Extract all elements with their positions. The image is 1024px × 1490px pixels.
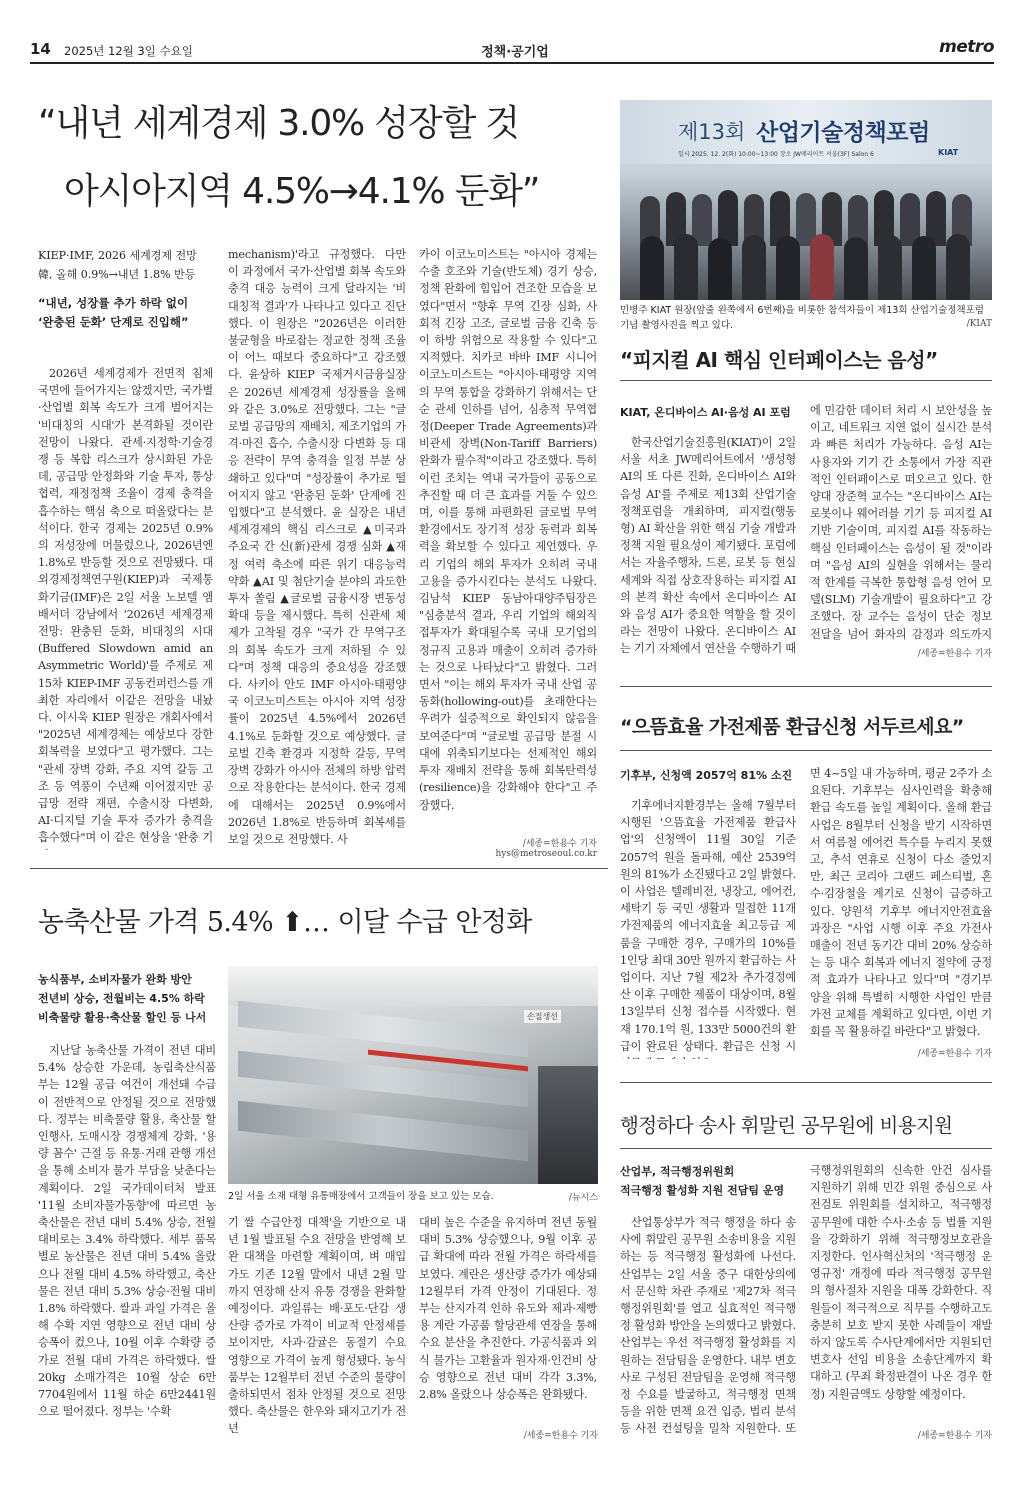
article2-col2 bbox=[810, 402, 992, 642]
article4-sub3: 비축물량 활용·축산물 할인 등 나서 bbox=[38, 1011, 207, 1024]
article5-head-rule bbox=[620, 1148, 992, 1149]
article4-col2-text: 기 쌀 수급안정 대책'을 기반으로 내년 1월 발표될 수요 전망을 반영해 보완 대책을 마련할 계획이며, 벼 매입 가도 기존 12월 말에서 내년 2월 말까지 연장해 산지 유통 경쟁을 완화할 예정이다. 과일류는 배·포도·단감 생산량 증가로 가격이 비교적 안정세를 보이지만, 사과·감귤은 동절기 수요 영향으로 가격이 높게 형성됐다. 농식품부는 12월부터 전년 수준의 물량이 출하되면서 점차 안정될 것으로 전망했다. 축산물은 한우와 돼지고기가 전년 bbox=[228, 1216, 406, 1436]
article5-credit: /세종=한용수 기자 bbox=[917, 1431, 992, 1441]
article1-sub2: 韓, 올해 0.9%→내년 1.8% 반등 bbox=[38, 268, 196, 281]
article5-headline: 행정하다 송사 휘말린 공무원에 비용지원 bbox=[620, 1114, 953, 1137]
article4-col3 bbox=[419, 1214, 597, 1424]
forum-banner-number: 제13회 bbox=[678, 120, 746, 144]
article1-credit: /세종=한용수 기자 hys@metroseoul.co.kr bbox=[495, 839, 597, 859]
article5-subheads bbox=[620, 1162, 796, 1200]
article3-bottom-rule bbox=[620, 1082, 992, 1083]
article5-col1 bbox=[620, 1214, 796, 1436]
article5-sub2: 적극행정 활성화 지원 전담팀 운영 bbox=[620, 1184, 785, 1197]
article2-headline: “피지컬 AI 핵심 인터페이스는 음성” bbox=[620, 348, 938, 372]
people-row-front bbox=[630, 230, 982, 300]
kiat-caption-text: 민병주 KIAT 원장(앞줄 왼쪽에서 6번째)을 비롯한 참석자들이 제13회 산업기술정책포럼 기념 촬영사진을 찍고 있다. bbox=[620, 305, 984, 331]
article4-subheads bbox=[38, 970, 218, 1027]
forum-banner-logo: KIAT bbox=[938, 148, 959, 157]
article1-sub4: ‘완충된 둔화’ 단계로 진입해” bbox=[38, 315, 189, 329]
article1-col1 bbox=[38, 365, 213, 850]
shoppers bbox=[538, 1066, 598, 1184]
market-photo bbox=[228, 966, 598, 1184]
article2-sub: KIAT, 온디바이스 AI·음성 AI 포럼 bbox=[620, 406, 791, 419]
header-rule bbox=[30, 62, 994, 64]
fridge-shelf-2 bbox=[238, 1051, 528, 1107]
article3-headline: “으뜸효율 가전제품 환급신청 서두르세요” bbox=[620, 716, 964, 738]
article2-head-rule bbox=[620, 380, 992, 381]
article1-col2-text: mechanism)'라고 규정했다. 다만 이 과정에서 국가·산업별 회복 속도와 충격 대응 능력이 크게 달라지는 '비대칭적 결과'가 나타나고 있다고 진단했다. 이 원장은 "2026년은 이러한 불균형을 바로잡는 정교한 정책 조율이 어느 때보다 중요하다"고 강조했다. 윤상하 KIEP 국제거시금융실장은 2026년 세계경제 성장률을 올해와 같은 3.0%로 전망했다. 그는 "글로벌 공급망의 재배치, 제조기업의 가격·마진 흡수, 수출시장 다변화 등 대응 전략이 무역 충격을 일정 부분 상쇄하고 있다"며 "성장률이 추가로 떨어지지 않고 '완충된 둔화' 단계에 진입했다"고 분석했다. 윤 실장은 내년 세계경제의 핵심 리스크로 ▲미국과 주요국 간 신(新)관세 경쟁 심화 ▲재정 여력 축소에 따른 위기 대응능력 약화 ▲AI 및 첨단기술 분야의 과도한 투자 쏠림 ▲글로벌 금융시장 변동성 확대 등을 제시했다. 특히 신관세 체제가 고착될 경우 "국가 간 무역구조의 회복 속도가 크게 저하될 수 있다"며 정책 대응의 중요성을 강조했다. 사키이 안도 IMF 아시아·태평양국 이코노미스트는 아시아 지역 성장률이 2025년 4.5%에서 2026년 4.1%로 둔화할 것으로 예상했다. 글로벌 긴축 환경과 지정학 갈등, 무역 장벽 강화가 아시아 전체의 하방 압력으로 작용한다는 분석이다. 한국 경제에 대해서는 2025년 0.9%에서 2026년 1.8%로 반등하며 회복세를 보일 것으로 전망했다. 사 bbox=[228, 248, 406, 846]
forum-banner-info: 일시 2025. 12. 2(화) 10:00~13:00 장소 JW메리어트 서울(3F) Salon 6 bbox=[678, 151, 874, 158]
article2-col2-text: 에 민감한 데이터 처리 시 보안성을 높이고, 네트워크 지연 없이 실시간 분석과 빠른 처리가 가능하다. 음성 AI는 사용자와 기기 간 소통에서 가장 직관적인 인터페이스로 떠오르고 있다. 한양대 장준혁 교수는 "온디바이스 AI는 로봇이나 웨어러블 기기 등 피지컬 AI 기반 기술이며, 피지컬 AI를 작동하는 핵심 인터페이스는 음성이 될 것"이라며 "음성 AI의 실현을 위해서는 물리적 한계를 극복한 통합형 음성 언어 모델(SLM) 기술개발이 필요하다"고 강조했다. 장 교수는 음성이 단순 정보 전달을 넘어 화자의 감정과 의도까지 bbox=[810, 404, 992, 641]
article4-col1 bbox=[38, 1042, 216, 1442]
article5-col1-text: 산업통상부가 적극 행정을 하다 송사에 휘말린 공무원 소송비용을 지원하는 등 적극행정 활성화에 나선다. 산업부는 2일 서울 중구 대한상의에서 문신학 차관 주재로 '제27차 적극행정위원회'를 열고 실효적인 적극행정 활성화 방안을 논의했다고 밝혔다. 산업부는 우선 적극행정 활성화를 지원하는 전담팀을 운영한다. 내부 변호사로 구성된 전담팀을 운영해 적극행정 수요를 발굴하고, 적극행정 면책 등을 위한 면책 요건 입증, 법리 분석 등 사전 컨설팅을 밀착 지원한다. 또 bbox=[620, 1216, 796, 1436]
issue-date: 2025년 12월 3일 수요일 bbox=[64, 44, 193, 58]
article1-subheads bbox=[38, 246, 218, 332]
article4-sub2: 전년비 상승, 전월비는 4.5% 하락 bbox=[38, 992, 205, 1005]
article2-credit: /세종=한용수 기자 bbox=[917, 649, 992, 659]
fridge-top bbox=[228, 966, 598, 1006]
article1-col1-text: 2026년 세계경제가 전면적 침체 국면에 들어가지는 않겠지만, 국가별·산업별 회복 속도가 크게 벌어지는 '비대칭의 시대'가 본격화될 것이란 전망이 나왔다. 관세·지정학·기술경쟁 등 복합 리스크가 상시화된 가운데, 공급망 안정화와 기술 투자, 통상 협력, 재정정책 조율이 경제 충격을 흡수하는 핵심 축으로 떠올랐다는 분석이다. 한국 경제는 2025년 0.9%의 저성장에 머물렀으나, 2026년엔 1.8%로 반등할 것으로 전망됐다. 대외경제정책연구원(KIEP)과 국제통화기금(IMF)은 2일 서울 노보텔 앰배서더 강남에서 '2026년 세계경제 전망: 완충된 둔화, 비대칭의 시대(Buffered Slowdown amid an Asymmetric World)'를 주제로 제15차 KIEP-IMF 공동컨퍼런스를 개최한 자리에서 이같은 전망을 내놨다. 이시욱 KIEP 원장은 개회사에서 "2025년 세계경제는 예상보다 강한 회복력을 보였다"고 평가했다. 그는 "관세 장벽 강화, 주요 지역 갈등 고조 등 역풍이 수년째 이어졌지만 공급망 전략 재편, 수출시장 다변화, AI·디지털 기술 투자 증가가 충격을 흡수했다"며 이 같은 현상을 '완충 기 bbox=[38, 367, 213, 845]
article4-headline: 농축산물 가격 5.4% ⬆… 이달 수급 안정화 bbox=[38, 907, 532, 938]
fish-section-sign: 손질생선 bbox=[524, 1010, 561, 1023]
article2-bottom-rule bbox=[620, 686, 992, 687]
article4-col2 bbox=[228, 1214, 406, 1442]
fridge-shelf-3 bbox=[238, 1101, 528, 1161]
article3-sub: 기후부, 신청액 2057억 81% 소진 bbox=[620, 769, 793, 782]
market-photo-caption: 2일 서울 소재 대형 유통매장에서 고객들이 장을 보고 있는 모습. bbox=[228, 1191, 494, 1202]
fridge-shelf-1 bbox=[238, 1001, 528, 1057]
article1-headline-line1: “내년 세계경제 3.0% 성장할 것 bbox=[38, 103, 519, 144]
article5-col2 bbox=[810, 1162, 992, 1424]
article1-col3-text: 카이 이코노미스트는 "아시아 경제는 수출 호조와 기술(반도체) 경기 상승, 정책 완화에 힘입어 견조한 모습을 보였다"면서 "향후 무역 긴장 심화, 사회적 긴장 고조, 글로벌 금융 긴축 등이 하방 위험으로 작용할 수 있다"고 지적했다. 치카코 바바 IMF 시니어 이코노미스트는 "아시아·태평양 지역의 무역 통합을 강화하기 위해서는 단순 관세 인하를 넘어, 심층적 무역협정(Deeper Trade Agreements)과 비관세 장벽(Non-Tariff Barriers) 완화가 필수적"이라고 강조했다. 특히 이런 조치는 역내 국가들이 공동으로 추진할 때 더 큰 효과를 거둘 수 있으며, 이를 통해 파편화된 글로벌 무역 환경에서도 장기적 성장 동력과 회복력을 확보할 수 있다고 제언했다. 우리 기업의 해외 투자가 오히려 국내 고용을 증가시킨다는 분석도 나왔다. 김남석 KIEP 동남아대양주팀장은 "심층분석 결과, 우리 기업의 해외직접투자가 확대될수록 국내 모기업의 정규직 고용과 매출이 오히려 증가하는 것으로 나타났다"고 밝혔다. 그러면서 "이는 해외 투자가 국내 산업 공동화(hollowing-out)를 초래한다는 우려가 실증적으로 확인되지 않음을 보여준다"며 "글로벌 공급망 분절 시대에 위축되기보다는 선제적인 해외 투자 재배치 전략을 통해 회복탄력성(resilience)을 강화해야 한다"고 주장했다. bbox=[419, 248, 597, 812]
article3-col1-text: 기후에너지환경부는 올해 7월부터 시행된 '으뜸효율 가전제품 환급사업'의 신청액이 11월 30일 기준 2057억 원을 돌파해, 예산 2539억 원의 81%가 소진됐다고 2일 밝혔다. 이 사업은 텔레비전, 냉장고, 에어컨, 세탁기 등 국민 생활과 밀접한 11개 가전제품의 에너지효율 최고등급 제품을 구매한 경우, 구매가의 10%를 1인당 최대 30만 원까지 환급하는 사업이다. 지난 7월 제2차 추가경정예산 이후 구매한 제품이 대상이며, 8월 13일부터 신청 접수를 시작했다. 현재 170.1억 원, 133만 5000건의 환급이 완료된 상태다. 환급은 신청 시 bbox=[620, 799, 796, 1053]
article1-headline-line2: 아시아지역 4.5%→4.1% 둔화” bbox=[64, 171, 540, 212]
forum-banner bbox=[620, 100, 992, 164]
logo-text: metro bbox=[939, 37, 994, 57]
article1-col3 bbox=[419, 246, 597, 829]
article1-sub1: KIEP·IMF, 2026 세계경제 전망 bbox=[38, 249, 197, 262]
article5-sub1: 산업부, 적극행정위원회 bbox=[620, 1165, 735, 1178]
market-photo-credit: /뉴시스 bbox=[568, 1193, 598, 1203]
article4-col3-text: 대비 높은 수준을 유지하며 전년 동월 대비 5.3% 상승했으나, 9월 이후 공급 확대에 따라 전월 가격은 하락세를 보였다. 계란은 생산량 증가가 예상돼 12월부터 가격 안정이 기대된다. 정부는 산지가격 인하 유도와 제과·제빵용 계란 가공품 할당관세 연장을 통해 수요 분산을 추진한다. 가공식품과 외식 물가는 고환율과 원자재·인건비 상승 영향으로 전년 대비 각각 3.3%, 2.8% 올랐으나 상승폭은 완화됐다. bbox=[419, 1216, 597, 1402]
article1-bottom-rule bbox=[30, 868, 608, 869]
article4-credit: /세종=한용수 기자 bbox=[523, 1431, 598, 1441]
kiat-photo-credit: /KIAT bbox=[966, 319, 992, 329]
article3-col1 bbox=[620, 797, 796, 1059]
page-number: 14 bbox=[30, 40, 51, 58]
article2-col1 bbox=[620, 434, 796, 660]
article5-col2-text: 극행정위원회의 신속한 안건 심사를 지원하기 위해 민간 위원 중심으로 사전검토 위원회를 설치하고, 적극행정 공무원에 대한 수사·소송 등 법률 지원을 강화하기 위해 적극행정보호관을 지정한다. 인사혁신처의 '적극행정 운영규정' 개정에 따라 적극행정 공무원의 형사절차 지원을 대폭 강화한다. 직원들이 적극적으로 직무를 수행하고도 충분히 보호 받지 못한 사례들이 재발하지 않도록 수사단계에서만 지원되던 변호사 선임 비용을 소송단계까지 확대하고 (무죄 확정판결이 나온 경우 한정) 지원금액도 상향할 예정이다. bbox=[810, 1164, 992, 1401]
article3-col2-text: 면 4~5일 내 가능하며, 평균 2주가 소요된다. 기후부는 심사인력을 확충해 환급 속도를 높일 계획이다. 올해 환급사업은 8월부터 신청을 받기 시작하면서 여름철 에어컨 특수를 누리지 못했고, 추석 연휴로 신청이 다소 줄었지만, 최근 코리아 그랜드 페스티벌, 혼수·김장철을 계기로 신청이 급증하고 있다. 양원석 기후부 에너지안전효율과장은 "사업 시행 이후 주요 가전사 매출이 전년 동기간 대비 20% 상승하는 등 내수 회복과 에너지 절약에 긍정적 효과가 나타나고 있다"며 "경기부양을 위해 특별히 시행한 사업인 만큼 가전 교체를 계획하고 있다면, 이번 기회를 꼭 활용하길 바란다"고 밝혔다. bbox=[810, 767, 992, 1039]
article4-col1-text: 지난달 농축산물 가격이 전년 대비 5.4% 상승한 가운데, 농림축산식품부는 12월 공급 여건이 개선돼 수급이 전반적으로 안정될 것으로 전망했다. 정부는 비축물량 활용, 축산물 할인행사, 도매시장 경쟁체계 강화, '용량 꼼수' 근절 등 유통·거래 관행 개선을 통해 소비자 물가 부담을 낮춘다는 계획이다. 2일 국가데이터처 발표 '11월 소비자물가동향'에 따르면 농축산물은 전년 대비 5.4% 상승, 전월 대비로는 3.4% 하락했다. 세부 품목별로 농산물은 전년 대비 5.4% 올랐으나 전월 대비 4.5% 하락했고, 축산물은 전년 대비 5.3% 상승·전월 대비 1.8% 하락했다. 쌀과 과일 가격은 올해 수확 지연 영향으로 전년 대비 상승폭이 컸으나, 10월 이후 수확량 증가로 전월 대비 가격은 하락했다. 쌀 20kg 소매가격은 10월 상순 6만7704원에서 11월 하순 6만2441원으로 떨어졌다. 정부는 '수확 bbox=[38, 1044, 216, 1419]
article1-sub3: “내년, 성장률 추가 하락 없이 bbox=[38, 296, 189, 310]
article3-credit: /세종=한용수 기자 bbox=[917, 1049, 992, 1059]
article4-sub1: 농식품부, 소비자물가 완화 방안 bbox=[38, 973, 192, 986]
section-name: 정책·공기업 bbox=[481, 45, 549, 60]
article1-col2 bbox=[228, 246, 406, 850]
article3-col2 bbox=[810, 765, 992, 1043]
article3-head-rule bbox=[620, 750, 992, 751]
metro-logo bbox=[939, 37, 994, 57]
article2-col1-text: 한국산업기술진흥원(KIAT)이 2일 서울 서초 JW메리어트에서 '생성형 AI의 또 다른 진화, 온디바이스 AI와 음성 AI'를 주제로 제13회 산업기술정책포럼을 개최하며, 피지컬(행동형) AI 확산을 위한 핵심 기술 개발과 정책 지원 필요성이 제기됐다. 포럼에서는 자율주행차, 드론, 로봇 등 현실 세계와 직접 상호작용하는 피지컬 AI의 본격 확산 속에서 온디바이스 AI와 음성 AI가 중요한 역할을 할 것이라는 전망이 나왔다. 온디바이스 AI는 기기 자체에서 연산을 수행하기 때 bbox=[620, 436, 796, 656]
forum-banner-title: 산업기술정책포럼 bbox=[756, 120, 930, 146]
kiat-forum-photo bbox=[620, 100, 992, 300]
